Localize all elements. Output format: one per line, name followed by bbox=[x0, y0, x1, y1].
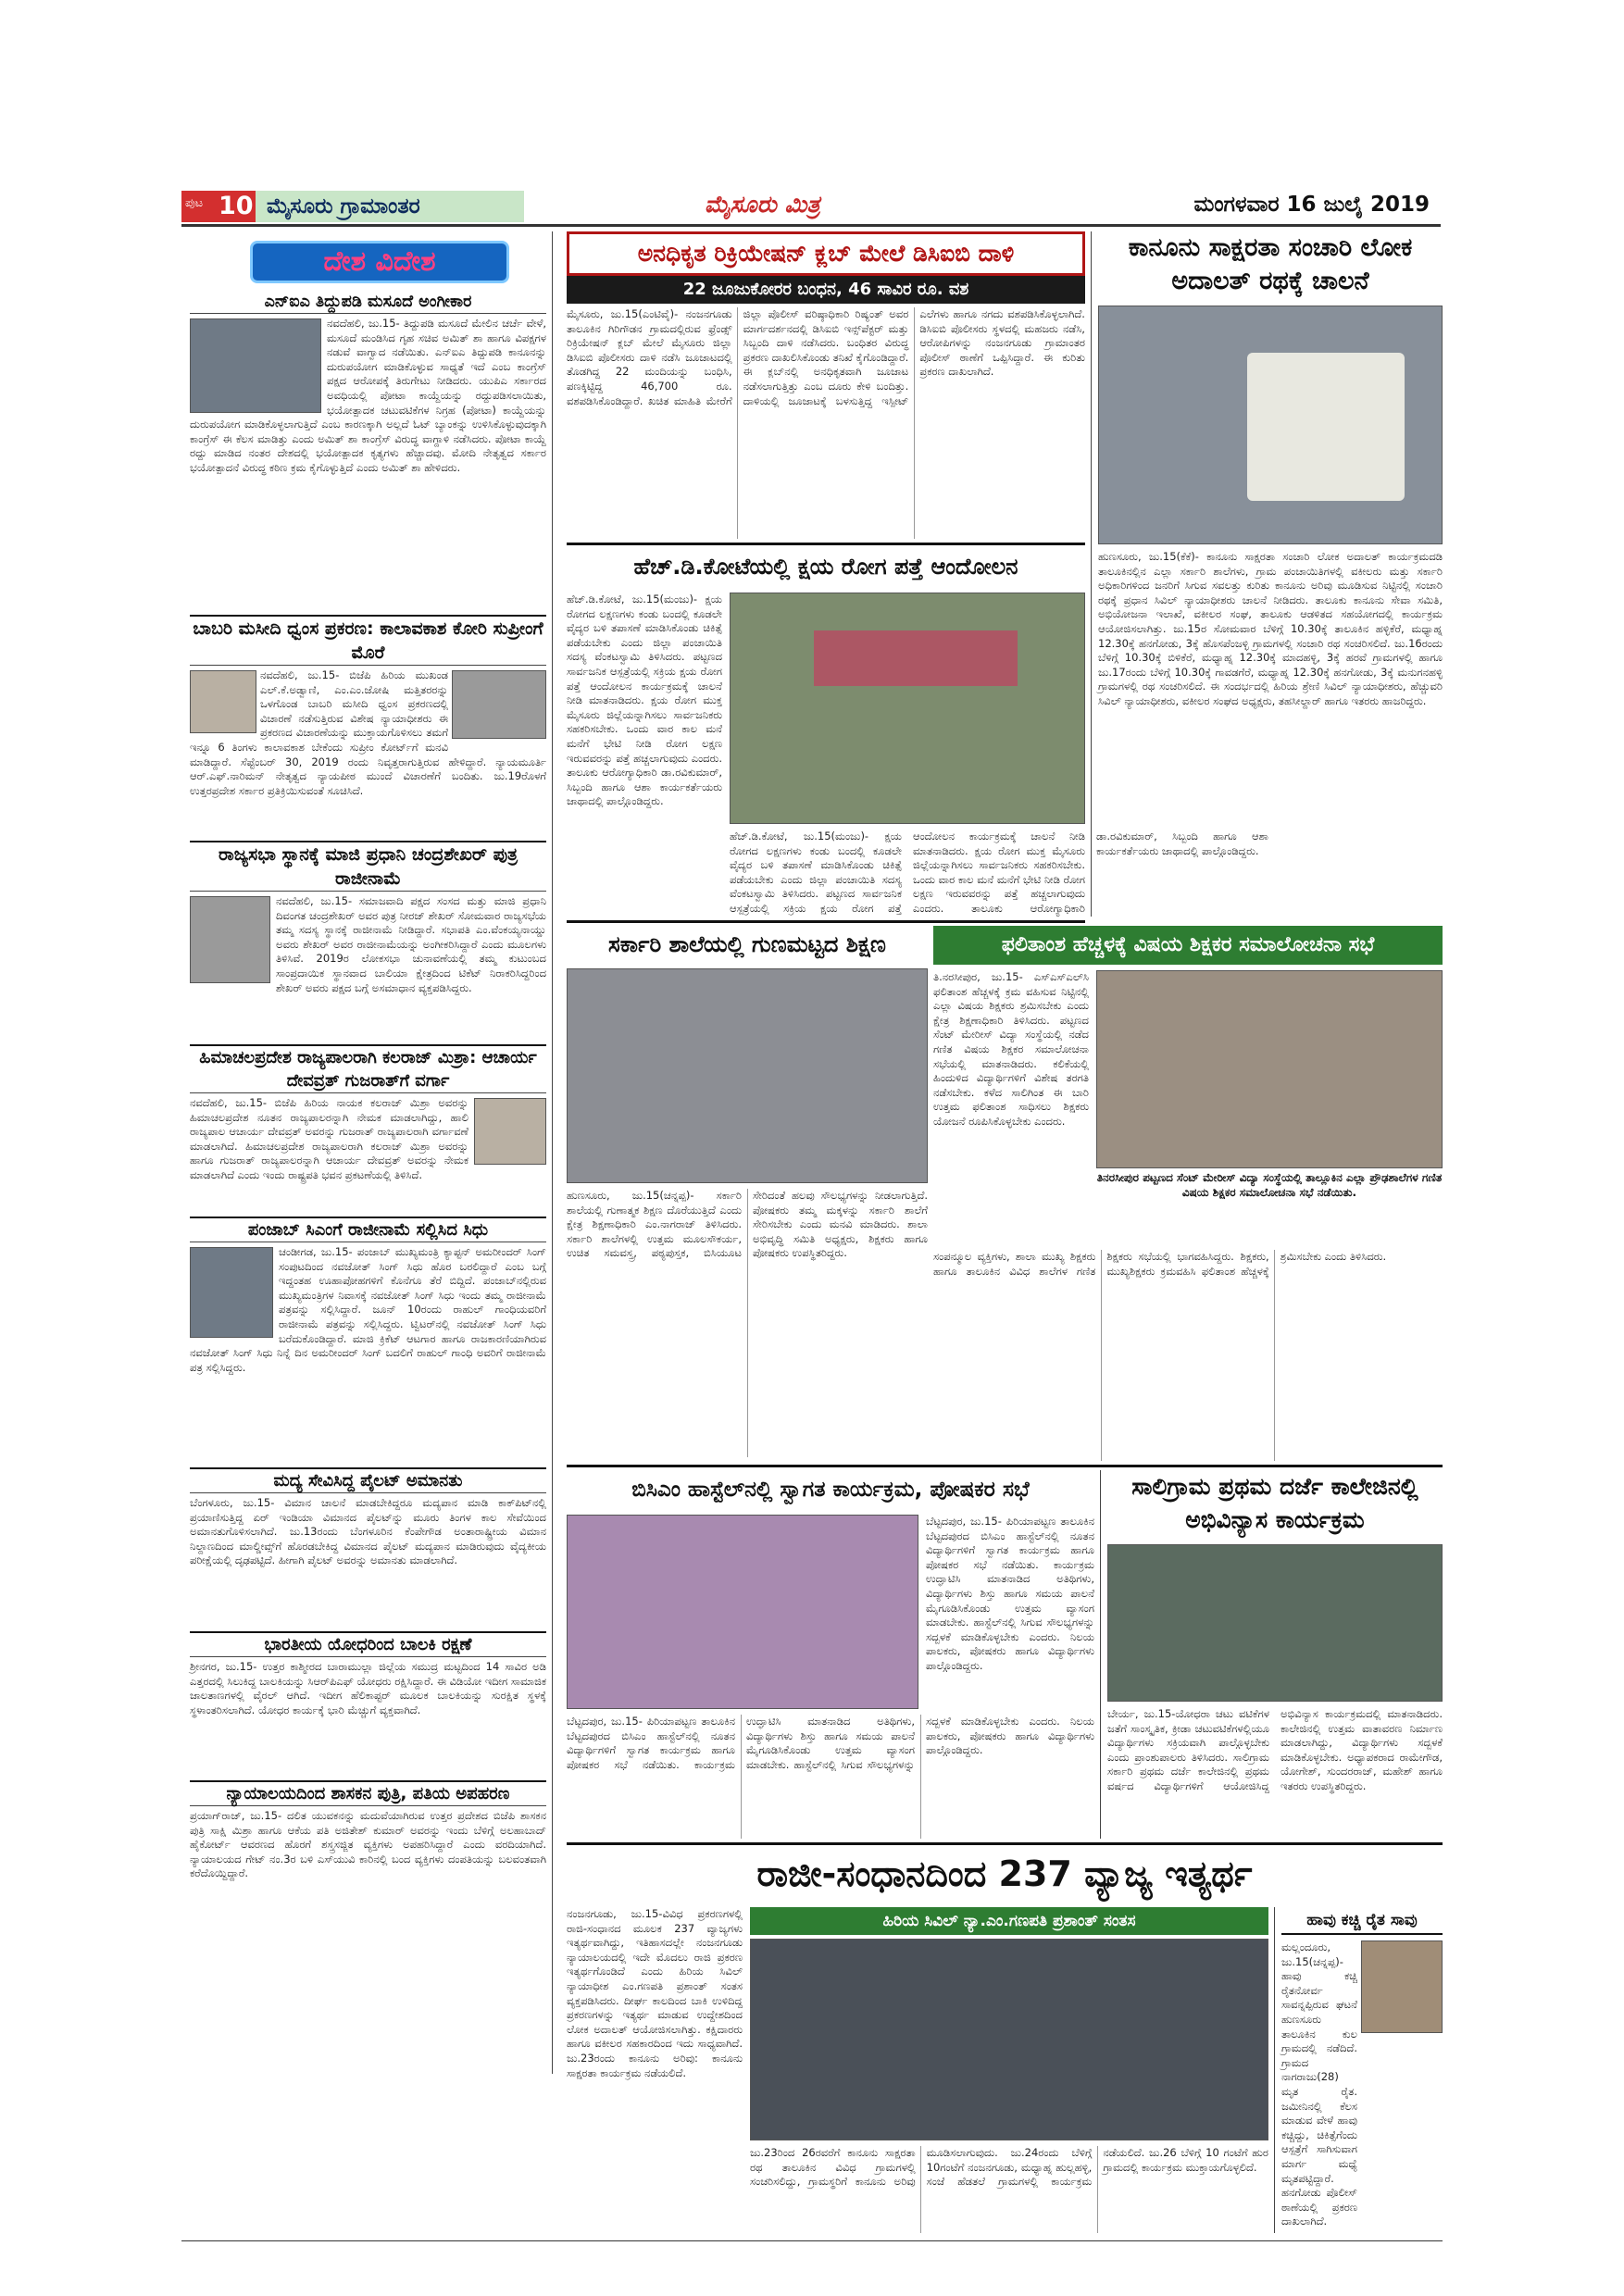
story-sidhu bbox=[190, 1217, 550, 1462]
desha-videsha-banner bbox=[250, 241, 509, 283]
headline: ಬಿಸಿಎಂ ಹಾಸ್ಟೆಲ್‌ನಲ್ಲಿ ಸ್ವಾಗತ ಕಾರ್ಯಕ್ರಮ, ಪೋಷಕರ ಸಭೆ bbox=[631, 1478, 1030, 1502]
page-number-box bbox=[181, 191, 256, 222]
result-photo bbox=[1096, 970, 1443, 1168]
headline: ಅನಧಿಕೃತ ರಿಕ್ರಿಯೇಷನ್ ಕ್ಲಬ್ ಮೇಲೆ ಡಿಸಿಐಬಿ ದಾಳಿ bbox=[637, 240, 1015, 267]
page-label: ಪುಟ bbox=[185, 196, 204, 210]
adalat-photo bbox=[750, 1939, 1268, 2140]
story-body: ನವದೆಹಲಿ, ಜು.15- ಬಿಜೆಪಿ ಹಿರಿಯ ನಾಯಕ ಕಲರಾಜ್ ಮಿಶ್ರಾ ಅವರನ್ನು ಹಿಮಾಚಲಪ್ರದೇಶ ನೂತನ ರಾಜ್ಯಪಾಲರನ್ನಾಗಿ ನೇಮಕ ಮಾಡಲಾಗಿದ್ದು, ಹಾಲಿ ರಾಜ್ಯಪಾಲ ಆಚಾರ್ಯ ದೇವವ್ರತ್ ಅವರನ್ನು ಗುಜರಾತ್ ರಾಜ್ಯಪಾಲರಾಗಿ ವರ್ಗಾವಣೆ ಮಾಡಲಾಗಿದೆ. ಹಿಮಾಚಲಪ್ರದೇಶ ರಾಜ್ಯಪಾಲರಾಗಿ ಕಲರಾಜ್ ಮಿಶ್ರಾ ಅವರನ್ನು ಹಾಗೂ ಗುಜರಾತ್ ರಾಜ್ಯಪಾಲರನ್ನಾಗಿ ಆಚಾರ್ಯ ದೇವವ್ರತ್ ಅವರನ್ನು ನೇಮಕ ಮಾಡಲಾಗಿದೆ ಎಂದು ಇಂದು ರಾಷ್ಟ್ರಪತಿ ಭವನ ಪ್ರಕಟಣೆಯಲ್ಲಿ ತಿಳಿಸಿದೆ. bbox=[190, 1096, 472, 1181]
adalat-body-left bbox=[567, 1907, 746, 2233]
story-kidnap bbox=[190, 1780, 550, 1953]
college-photo bbox=[1107, 1544, 1443, 1702]
result-caption: ತಿನರಸೀಪುರ ಪಟ್ಟಣದ ಸೆಂಟ್ ಮೇರೀಸ್ ವಿದ್ಯಾ ಸಂಸ್ಥೆಯಲ್ಲಿ ತಾಲ್ಲೂಕಿನ ಎಲ್ಲಾ ಪ್ರೌಢಶಾಲೆಗಳ ಗಣಿತ ವಿಷಯ ಶಿಕ್ಷಕರ ಸಮಾಲೋಚನಾ ಸಭೆ ನಡೆಯಿತು. bbox=[1096, 1171, 1443, 1199]
club-subhead-bar bbox=[567, 276, 1085, 304]
story-body: ನವದೆಹಲಿ, ಜು.15- ತಿದ್ದುಪಡಿ ಮಸೂದೆ ಮೇಲಿನ ಚರ್ಚೆ ವೇಳೆ, ಮಸೂದೆ ಮಂಡಿಸಿದ ಗೃಹ ಸಚಿವ ಅಮಿತ್ ಶಾ ಹಾಗೂ ವಿಪಕ್ಷಗಳ ನಡುವೆ ವಾಗ್ವಾದ ನಡೆಯಿತು. ಎನ್‌ಐಎ ತಿದ್ದುಪಡಿ ಕಾನೂನನ್ನು ದುರುಪಯೋಗ ಮಾಡಿಕೊಳ್ಳುವ ಸಾಧ್ಯತೆ ಇದೆ ಎಂಬ ಕಾಂಗ್ರೆಸ್ ಪಕ್ಷದ ಆರೋಪಕ್ಕೆ ತಿರುಗೇಟು ನೀಡಿದರು. ಯುಪಿಎ ಸರ್ಕಾರದ ಅವಧಿಯಲ್ಲಿ ಪೋಟಾ ಕಾಯ್ದೆಯನ್ನು ರದ್ದುಪಡಿಸಲಾಯಿತು, ಭಯೋತ್ಪಾದಕ ಚಟುವಟಿಕೆಗಳ ನಿಗ್ರಹ (ಪೋಟಾ) ಕಾಯ್ದೆಯನ್ನು ದುರುಪಯೋಗ ಮಾಡಿಕೊಳ್ಳಲಾಗುತ್ತಿದೆ ಎಂಬ ಕಾರಣಕ್ಕಾಗಿ ಅಲ್ಲದೆ ಓಟ್ ಬ್ಯಾಂಕನ್ನು ಉಳಿಸಿಕೊಳ್ಳುವುದಕ್ಕಾಗಿ ಕಾಂಗ್ರೆಸ್ ಈ ಕೆಲಸ ಮಾಡಿತ್ತು ಎಂದು ಅಮಿತ್ ಶಾ ಕಾಂಗ್ರೆಸ್ ವಿರುದ್ಧ ವಾಗ್ದಾಳಿ ನಡೆಸಿದರು. ಪೋಟಾ ಕಾಯ್ದೆ ರದ್ದು ಮಾಡಿದ ನಂತರ ದೇಶದಲ್ಲಿ ಭಯೋತ್ಪಾದಕ ಕೃತ್ಯಗಳು ಹೆಚ್ಚಾದವು. ಮೋದಿ ನೇತೃತ್ವದ ಸರ್ಕಾರ ಭಯೋತ್ಪಾದನೆ ವಿರುದ್ಧ ಕಠಿಣ ಕ್ರಮ ಕೈಗೊಳ್ಳುತ್ತಿದೆ ಎಂದು ಅಮಿತ್ ಶಾ ಹೇಳಿದರು. bbox=[190, 317, 550, 474]
tb-body-right bbox=[730, 830, 1272, 917]
college-body-text: ಬೇರ್ಯ, ಜು.15-ಯೋಧರಾ ಚಟು ವಟಿಕೆಗಳ ಜತೆಗೆ ಸಾಂಸ್ಕೃತಿಕ, ಕ್ರೀಡಾ ಚಟುವಟಿಕೆಗಳಲ್ಲಿಯೂ ವಿದ್ಯಾರ್ಥಿಗಳು ಸಕ್ರಿಯವಾಗಿ ಪಾಲ್ಗೊಳ್ಳಬೇಕು ಎಂದು ಪ್ರಾಂಶುಪಾಲರು ತಿಳಿಸಿದರು. ಸಾಲಿಗ್ರಾಮ ಸರ್ಕಾರಿ ಪ್ರಥಮ ದರ್ಜೆ ಕಾಲೇಜಿನಲ್ಲಿ ಪ್ರಥಮ ವರ್ಷದ ವಿದ್ಯಾರ್ಥಿಗಳಿಗೆ ಆಯೋಜಿಸಿದ್ದ ಅಭಿವಿನ್ಯಾಸ ಕಾರ್ಯಕ್ರಮದಲ್ಲಿ ಮಾತನಾಡಿದರು. ಕಾಲೇಜಿನಲ್ಲಿ ಉತ್ತಮ ವಾತಾವರಣ ನಿರ್ಮಾಣ ಮಾಡಲಾಗಿದ್ದು, ವಿದ್ಯಾರ್ಥಿಗಳು ಸದ್ಬಳಕೆ ಮಾಡಿಕೊಳ್ಳಬೇಕು. ಅಧ್ಯಾಪಕರಾದ ರಾಮೇಗೌಡ, ಯೋಗೇಶ್, ಸುಂದರರಾಜ್, ಮಹೇಶ್ ಹಾಗೂ ಇತರರು ಉಪಸ್ಥಿತರಿದ್ದರು. bbox=[1107, 1707, 1446, 1792]
college-headline-box bbox=[1107, 1470, 1443, 1541]
snake-body bbox=[1281, 1940, 1443, 2233]
adalat-headline-box bbox=[567, 1848, 1443, 1902]
vehicle-in-photo bbox=[1247, 353, 1405, 501]
adalat-body-mid bbox=[750, 2146, 1272, 2233]
snake-headline-box bbox=[1281, 1907, 1443, 1935]
school-photo bbox=[567, 968, 928, 1183]
photo-advani bbox=[452, 670, 546, 739]
hostel-body-right bbox=[926, 1515, 1098, 1709]
story-kalraj bbox=[190, 1044, 546, 1211]
story-body: ಶ್ರೀನಗರ, ಜು.15- ಉತ್ತರ ಕಾಶ್ಮೀರದ ಬಾರಾಮುಲ್ಲಾ ಜಿಲ್ಲೆಯ ಸಮುದ್ರ ಮಟ್ಟದಿಂದ 14 ಸಾವಿರ ಅಡಿ ಎತ್ತರದಲ್ಲಿ ಸಿಲುಕಿದ್ದ ಬಾಲಕಿಯನ್ನು ಸಿಆರ್‌ಪಿಎಫ್ ಯೋಧರು ರಕ್ಷಿಸಿದ್ದಾರೆ. ಈ ವಿಡಿಯೋ ಇದೀಗ ಸಾಮಾಜಿಕ ಜಾಲತಾಣಗಳಲ್ಲಿ ವೈರಲ್ ಆಗಿದೆ. ಇದೀಗ ಹೆಲಿಕಾಪ್ಟರ್ ಮೂಲಕ ಬಾಲಕಿಯನ್ನು ಸುರಕ್ಷಿತ ಸ್ಥಳಕ್ಕೆ ಸ್ಥಳಾಂತರಿಸಲಾಗಿದೆ. ಯೋಧರ ಕಾರ್ಯಕ್ಕೆ ಭಾರಿ ಮೆಚ್ಚುಗೆ ವ್ಯಕ್ತವಾಗಿದೆ. bbox=[190, 1660, 550, 1716]
story-title: ಹಿಮಾಚಲಪ್ರದೇಶ ರಾಜ್ಯಪಾಲರಾಗಿ ಕಲರಾಜ್ ಮಿಶ್ರಾ: ಆಚಾರ್ಯ ದೇವವ್ರತ್ ಗುಜರಾತ್‌ಗೆ ವರ್ಗಾ bbox=[190, 1044, 546, 1093]
hostel-body-bottom bbox=[567, 1715, 1098, 1839]
story-title: ಎನ್‌ಐಎ ತಿದ್ದುಪಡಿ ಮಸೂದೆ ಅಂಗೀಕಾರ bbox=[190, 291, 546, 314]
story-body: ನವದೆಹಲಿ, ಜು.15- ಸಮಾಜವಾದಿ ಪಕ್ಷದ ಸಂಸದ ಮತ್ತು ಮಾಜಿ ಪ್ರಧಾನಿ ದಿವಂಗತ ಚಂದ್ರಶೇಖರ್ ಅವರ ಪುತ್ರ ನೀರಜ್ ಶೇಖರ್ ಸೋಮವಾರ ರಾಜ್ಯಸಭೆಯ ತಮ್ಮ ಸದಸ್ಯ ಸ್ಥಾನಕ್ಕೆ ರಾಜೀನಾಮೆ ನೀಡಿದ್ದಾರೆ. ಸಭಾಪತಿ ಎಂ.ವೆಂಕಯ್ಯನಾಯ್ಡು ಅವರು ಶೇಖರ್ ಅವರ ರಾಜೀನಾಮೆಯನ್ನು ಅಂಗೀಕರಿಸಿದ್ದಾರೆ ಎಂದು ಮೂಲಗಳು ತಿಳಿಸಿವೆ. 2019ರ ಲೋಕಸಭಾ ಚುನಾವಣೆಯಲ್ಲಿ ತಮ್ಮ ಕುಟುಂಬದ ಸಾಂಪ್ರದಾಯಿಕ ಸ್ಥಾನವಾದ ಬಾಲಿಯಾ ಕ್ಷೇತ್ರದಿಂದ ಟಿಕೆಟ್ ನಿರಾಕರಿಸಿದ್ದರಿಂದ ಶೇಖರ್ ಅವರು ಪಕ್ಷದ ಬಗ್ಗೆ ಅಸಮಾಧಾನ ವ್ಯಕ್ತಪಡಿಸಿದ್ದರು. bbox=[276, 894, 550, 994]
masthead bbox=[181, 189, 1441, 224]
photo-babri bbox=[190, 670, 256, 733]
college-body bbox=[1107, 1707, 1446, 1839]
story-title: ಭಾರತೀಯ ಯೋಧರಿಂದ ಬಾಲಕಿ ರಕ್ಷಣೆ bbox=[190, 1631, 546, 1657]
desha-videsha-column bbox=[190, 291, 550, 2078]
legal-body bbox=[1098, 550, 1446, 920]
legal-body-text: ಹುಣಸೂರು, ಜು.15(ಕೆಕೆ)- ಕಾನೂನು ಸಾಕ್ಷರತಾ ಸಂಚಾರಿ ಲೋಕ ಅದಾಲತ್ ಕಾರ್ಯಕ್ರಮದಡಿ ತಾಲೂಕಿನಲ್ಲಿನ ಎಲ್ಲಾ ಸರ್ಕಾರಿ ಶಾಲೆಗಳು, ಗ್ರಾಮ ಪಂಚಾಯಿತಿಗಳಲ್ಲಿ ವಕೀಲರು ಮತ್ತು ಸರ್ಕಾರಿ ಅಧಿಕಾರಿಗಳಿಂದ ಜನರಿಗೆ ಸಿಗುವ ಸವಲತ್ತು ಕುರಿತು ಕಾನೂನು ಅರಿವು ಮೂಡಿಸುವ ನಿಟ್ಟಿನಲ್ಲಿ ಸಂಚಾರಿ ರಥಕ್ಕೆ ಪ್ರಧಾನ ಸಿವಿಲ್ ನ್ಯಾಯಾಧೀಶರು ಚಾಲನೆ ನೀಡಿದರು. ತಾಲೂಕು ಕಾನೂನು ಸೇವಾ ಸಮಿತಿ, ಅಭಿಯೋಜನಾ ಇಲಾಖೆ, ವಕೀಲರ ಸಂಘ, ತಾಲೂಕು ಆಡಳಿತದ ಸಹಯೋಗದಲ್ಲಿ ಕಾರ್ಯಕ್ರಮ ಆಯೋಜಿಸಲಾಗಿತ್ತು. ಜು.15ರ ಸೋಮವಾರ ಬೆಳಿಗ್ಗೆ 10.30ಕ್ಕೆ ತಾಲೂಕಿನ ಹಳ್ಳಿಕೆರೆ, ಮಧ್ಯಾಹ್ನ 12.30ಕ್ಕೆ ಹನಗೋಡು, 3ಕ್ಕೆ ಹೊಸಪೆಂಜಳ್ಳಿ ಗ್ರಾಮಗಳಲ್ಲಿ ಸಂಚಾರಿ ರಥ ಸಂಚರಿಸಲಿದೆ. ಜು.16ರಂದು ಬೆಳಿಗ್ಗೆ 10.30ಕ್ಕೆ ಬಿಳಿಕೆರೆ, ಮಧ್ಯಾಹ್ನ 12.30ಕ್ಕೆ ಮಾದಹಳ್ಳಿ, 3ಕ್ಕೆ ಹರವೆ ಗ್ರಾಮಗಳಲ್ಲಿ ಹಾಗೂ ಜು.17ರಂದು ಬೆಳಿಗ್ಗೆ 10.30ಕ್ಕೆ ಗಾವಡಗೆರೆ, ಮಧ್ಯಾಹ್ನ 12.30ಕ್ಕೆ ಹನಗೋಡು, 3ಕ್ಕೆ ಮನುಗನಹಳ್ಳಿ ಗ್ರಾಮಗಳಲ್ಲಿ ರಥ ಸಂಚರಿಸಲಿದೆ. ಈ ಸಂದರ್ಭದಲ್ಲಿ ಹಿರಿಯ ಶ್ರೇಣಿ ಸಿವಿಲ್ ನ್ಯಾಯಾಧೀಶರು, ಹೆಚ್ಚುವರಿ ಸಿವಿಲ್ ನ್ಯಾಯಾಧೀಶರು, ವಕೀಲರ ಸಂಘದ ಅಧ್ಯಕ್ಷರು, ತಹಸೀಲ್ದಾರ್ ಹಾಗೂ ಇತರರು ಹಾಜರಿದ್ದರು. bbox=[1098, 550, 1446, 707]
page-bottom-rule bbox=[181, 2240, 1443, 2241]
photo-kalraj bbox=[474, 1098, 546, 1165]
legal-photo bbox=[1098, 306, 1443, 544]
school-headline-box bbox=[567, 926, 928, 965]
hostel-photo bbox=[567, 1515, 918, 1709]
banner-title: ದೇಶ ವಿದೇಶ bbox=[323, 245, 436, 278]
club-headline-box bbox=[567, 231, 1085, 276]
subhead: ಹಿರಿಯ ಸಿವಿಲ್ ನ್ಯಾ.ಎಂ.ಗಣಪತಿ ಪ್ರಶಾಂತ್ ಸಂತಸ bbox=[882, 1912, 1136, 1930]
page-number: 10 bbox=[219, 192, 254, 220]
tb-photo bbox=[730, 593, 1085, 824]
story-girl-rescue bbox=[190, 1631, 550, 1775]
result-body-right bbox=[933, 1250, 1443, 1461]
story-babri bbox=[190, 615, 550, 835]
school-body-text: ಹುಣಸೂರು, ಜು.15(ಚನ್ನಪ್ಪ)- ಸರ್ಕಾರಿ ಶಾಲೆಯಲ್ಲಿ ಗುಣಾತ್ಮಕ ಶಿಕ್ಷಣ ದೊರೆಯುತ್ತಿದೆ ಎಂದು ಕ್ಷೇತ್ರ ಶಿಕ್ಷಣಾಧಿಕಾರಿ ಎಂ.ನಾಗರಾಜ್ ತಿಳಿಸಿದರು. ಸರ್ಕಾರಿ ಶಾಲೆಗಳಲ್ಲಿ ಉತ್ತಮ ಮೂಲಸೌಕರ್ಯ, ಉಚಿತ ಸಮವಸ್ತ್ರ, ಪಠ್ಯಪುಸ್ತಕ, ಬಿಸಿಯೂಟ ಸೇರಿದಂತೆ ಹಲವು ಸೌಲಭ್ಯಗಳನ್ನು ನೀಡಲಾಗುತ್ತಿದೆ. ಪೋಷಕರು ತಮ್ಮ ಮಕ್ಕಳನ್ನು ಸರ್ಕಾರಿ ಶಾಲೆಗೆ ಸೇರಿಸಬೇಕು ಎಂದು ಮನವಿ ಮಾಡಿದರು. ಶಾಲಾ ಅಭಿವೃದ್ಧಿ ಸಮಿತಿ ಅಧ್ಯಕ್ಷರು, ಶಿಕ್ಷಕರು ಹಾಗೂ ಪೋಷಕರು ಉಪಸ್ಥಿತರಿದ್ದರು. bbox=[567, 1189, 931, 1260]
photo-amit-shah bbox=[190, 318, 321, 413]
photo-neeraj bbox=[190, 896, 270, 983]
section-tab bbox=[256, 191, 524, 222]
story-neeraj bbox=[190, 841, 550, 1039]
story-title: ನ್ಯಾಯಾಲಯದಿಂದ ಶಾಸಕನ ಪುತ್ರಿ, ಪತಿಯ ಅಪಹರಣ bbox=[190, 1780, 546, 1806]
issue-date: ಮಂಗಳವಾರ 16 ಜುಲೈ 2019 bbox=[1193, 193, 1430, 217]
headline: ಸರ್ಕಾರಿ ಶಾಲೆಯಲ್ಲಿ ಗುಣಮಟ್ಟದ ಶಿಕ್ಷಣ bbox=[608, 931, 886, 957]
tb-headline-box bbox=[567, 548, 1085, 587]
result-body-text-2: ಸಂಪನ್ಮೂಲ ವ್ಯಕ್ತಿಗಳು, ಶಾಲಾ ಮುಖ್ಯ ಶಿಕ್ಷಕರು ಹಾಗೂ ತಾಲೂಕಿನ ವಿವಿಧ ಶಾಲೆಗಳ ಗಣಿತ ಶಿಕ್ಷಕರು ಸಭೆಯಲ್ಲಿ ಭಾಗವಹಿಸಿದ್ದರು. ಶಿಕ್ಷಕರು, ಮುಖ್ಯಶಿಕ್ಷಕರು ಕ್ರಮವಹಿಸಿ ಫಲಿತಾಂಶ ಹೆಚ್ಚಳಕ್ಕೆ ಶ್ರಮಿಸಬೇಕು ಎಂದು ತಿಳಿಸಿದರು. bbox=[933, 1250, 1387, 1278]
hostel-body-text: ಬೆಟ್ಟದಪುರ, ಜು.15- ಪಿರಿಯಾಪಟ್ಟಣ ತಾಲೂಕಿನ ಬೆಟ್ಟದಪುರದ ಬಿಸಿಎಂ ಹಾಸ್ಟೆಲ್‌ನಲ್ಲಿ ನೂತನ ವಿದ್ಯಾರ್ಥಿಗಳಿಗೆ ಸ್ವಾಗತ ಕಾರ್ಯಕ್ರಮ ಹಾಗೂ ಪೋಷಕರ ಸಭೆ ನಡೆಯಿತು. ಕಾರ್ಯಕ್ರಮ ಉದ್ಘಾಟಿಸಿ ಮಾತನಾಡಿದ ಅತಿಥಿಗಳು, ವಿದ್ಯಾರ್ಥಿಗಳು ಶಿಸ್ತು ಹಾಗೂ ಸಮಯ ಪಾಲನೆ ಮೈಗೂಡಿಸಿಕೊಂಡು ಉತ್ತಮ ವ್ಯಾಸಂಗ ಮಾಡಬೇಕು. ಹಾಸ್ಟೆಲ್‌ನಲ್ಲಿ ಸಿಗುವ ಸೌಲಭ್ಯಗಳನ್ನು ಸದ್ಬಳಕೆ ಮಾಡಿಕೊಳ್ಳಬೇಕು ಎಂದರು. ನಿಲಯ ಪಾಲಕರು, ಪೋಷಕರು ಹಾಗೂ ವಿದ್ಯಾರ್ಥಿಗಳು ಪಾಲ್ಗೊಂಡಿದ್ದರು. bbox=[926, 1515, 1098, 1672]
tb-body-text-2: ಹೆಚ್.ಡಿ.ಕೋಟೆ, ಜು.15(ಮಂಜು)- ಕ್ಷಯ ರೋಗದ ಲಕ್ಷಣಗಳು ಕಂಡು ಬಂದಲ್ಲಿ ಕೂಡಲೇ ವೈದ್ಯರ ಬಳಿ ತಪಾಸಣೆ ಮಾಡಿಸಿಕೊಂಡು ಚಿಕಿತ್ಸೆ ಪಡೆಯಬೇಕು ಎಂದು ಜಿಲ್ಲಾ ಪಂಚಾಯಿತಿ ಸದಸ್ಯ ವೆಂಕಟಸ್ವಾಮಿ ತಿಳಿಸಿದರು. ಪಟ್ಟಣದ ಸಾರ್ವಜನಿಕ ಆಸ್ಪತ್ರೆಯಲ್ಲಿ ಸಕ್ರಿಯ ಕ್ಷಯ ರೋಗ ಪತ್ತೆ ಆಂದೋಲನ ಕಾರ್ಯಕ್ರಮಕ್ಕೆ ಚಾಲನೆ ನೀಡಿ ಮಾತನಾಡಿದರು. ಕ್ಷಯ ರೋಗ ಮುಕ್ತ ಮೈಸೂರು ಜಿಲ್ಲೆಯನ್ನಾಗಿಸಲು ಸಾರ್ವಜನಿಕರು ಸಹಕರಿಸಬೇಕು. ಒಂದು ವಾರ ಕಾಲ ಮನೆ ಮನೆಗೆ ಭೇಟಿ ನೀಡಿ ರೋಗ ಲಕ್ಷಣ ಇರುವವರನ್ನು ಪತ್ತೆ ಹಚ್ಚಲಾಗುವುದು ಎಂದರು. ತಾಲೂಕು ಆರೋಗ್ಯಾಧಿಕಾರಿ ಡಾ.ರವಿಕುಮಾರ್, ಸಿಬ್ಬಂದಿ ಹಾಗೂ ಆಶಾ ಕಾರ್ಯಕರ್ತೆಯರು ಜಾಥಾದಲ್ಲಿ ಪಾಲ್ಗೊಂಡಿದ್ದರು. bbox=[730, 830, 1272, 915]
headline: ಕಾನೂನು ಸಾಕ್ಷರತಾ ಸಂಚಾರಿ ಲೋಕ ಅದಾಲತ್ ರಥಕ್ಕೆ ಚಾಲನೆ bbox=[1128, 233, 1413, 295]
result-body-text: ತಿ.ನರಸೀಪುರ, ಜು.15- ಎಸ್‌ಎಸ್‌ಎಲ್‌ಸಿ ಫಲಿತಾಂಶ ಹೆಚ್ಚಳಕ್ಕೆ ಕ್ರಮ ವಹಿಸುವ ನಿಟ್ಟಿನಲ್ಲಿ ಎಲ್ಲಾ ವಿಷಯ ಶಿಕ್ಷಕರು ಶ್ರಮಿಸಬೇಕು ಎಂದು ಕ್ಷೇತ್ರ ಶಿಕ್ಷಣಾಧಿಕಾರಿ ತಿಳಿಸಿದರು. ಪಟ್ಟಣದ ಸೆಂಟ್ ಮೇರೀಸ್ ವಿದ್ಯಾ ಸಂಸ್ಥೆಯಲ್ಲಿ ನಡೆದ ಗಣಿತ ವಿಷಯ ಶಿಕ್ಷಕರ ಸಮಾಲೋಚನಾ ಸಭೆಯಲ್ಲಿ ಮಾತನಾಡಿದರು. ಕಲಿಕೆಯಲ್ಲಿ ಹಿಂದುಳಿದ ವಿದ್ಯಾರ್ಥಿಗಳಿಗೆ ವಿಶೇಷ ತರಗತಿ ನಡೆಸಬೇಕು. ಕಳೆದ ಸಾಲಿಗಿಂತ ಈ ಬಾರಿ ಉತ್ತಮ ಫಲಿತಾಂಶ ಸಾಧಿಸಲು ಶಿಕ್ಷಕರು ಯೋಜನೆ ರೂಪಿಸಿಕೊಳ್ಳಬೇಕು ಎಂದರು. bbox=[933, 970, 1093, 1128]
adalat-body-text: ನಂಜನಗೂಡು, ಜು.15-ವಿವಿಧ ಪ್ರಕರಣಗಳಲ್ಲಿ ರಾಜಿ-ಸಂಧಾನದ ಮೂಲಕ 237 ವ್ಯಾಜ್ಯಗಳು ಇತ್ಯರ್ಥವಾಗಿದ್ದು, ಇತಿಹಾಸದಲ್ಲೇ ನಂಜನಗೂಡು ನ್ಯಾಯಾಲಯದಲ್ಲಿ ಇದೇ ಮೊದಲು ರಾಜಿ ಪ್ರಕರಣ ಇತ್ಯರ್ಥಗೊಂಡಿದೆ ಎಂದು ಹಿರಿಯ ಸಿವಿಲ್ ನ್ಯಾಯಾಧೀಶ ಎಂ.ಗಣಪತಿ ಪ್ರಶಾಂತ್ ಸಂತಸ ವ್ಯಕ್ತಪಡಿಸಿದರು. ದೀರ್ಘ ಕಾಲದಿಂದ ಬಾಕಿ ಉಳಿದಿದ್ದ ಪ್ರಕರಣಗಳನ್ನು ಇತ್ಯರ್ಥ ಮಾಡುವ ಉದ್ದೇಶದಿಂದ ಲೋಕ ಅದಾಲತ್ ಆಯೋಜಿಸಲಾಗಿತ್ತು. ಕಕ್ಷಿದಾರರು ಹಾಗೂ ವಕೀಲರ ಸಹಕಾರದಿಂದ ಇದು ಸಾಧ್ಯವಾಗಿದೆ. ಜು.23ರಂದು ಕಾನೂನು ಅರಿವು: ಕಾನೂನು ಸಾಕ್ಷರತಾ ಕಾರ್ಯಕ್ರಮ ನಡೆಯಲಿದೆ. bbox=[567, 1907, 746, 2079]
story-body: ಬೆಂಗಳೂರು, ಜು.15- ವಿಮಾನ ಚಾಲನೆ ಮಾಡಬೇಕಿದ್ದರೂ ಮದ್ಯಪಾನ ಮಾಡಿ ಕಾಕ್‌ಪಿಟ್‌ನಲ್ಲಿ ಪ್ರಯಾಣಿಸುತ್ತಿದ್ದ ಏರ್ ಇಂಡಿಯಾ ವಿಮಾನದ ಪೈಲಟ್‌ನ್ನು ಮೂರು ತಿಂಗಳ ಕಾಲ ಸೇವೆಯಿಂದ ಅಮಾನತುಗೊಳಿಸಲಾಗಿದೆ. ಜು.13ರಂದು ಬೆಂಗಳೂರಿನ ಕೆಂಪೇಗೌಡ ಅಂತಾರಾಷ್ಟ್ರೀಯ ವಿಮಾನ ನಿಲ್ದಾಣದಿಂದ ಮಾಲ್ಡೀವ್ಸ್‌ಗೆ ಹೊರಡಬೇಕಿದ್ದ ವಿಮಾನದ ಪೈಲಟ್ ಮದ್ಯಪಾನ ಮಾಡಿರುವುದು ವೈದ್ಯಕೀಯ ಪರೀಕ್ಷೆಯಲ್ಲಿ ದೃಢಪಟ್ಟಿದೆ. ಹೀಗಾಗಿ ಪೈಲಟ್ ಅವರನ್ನು ಅಮಾನತು ಮಾಡಲಾಗಿದೆ. bbox=[190, 1496, 550, 1567]
story-title: ಮದ್ಯ ಸೇವಿಸಿದ್ದ ಪೈಲಟ್ ಅಮಾನತು bbox=[190, 1467, 546, 1493]
headline: ಫಲಿತಾಂಶ ಹೆಚ್ಚಳಕ್ಕೆ ವಿಷಯ ಶಿಕ್ಷಕರ ಸಮಾಲೋಚನಾ ಸಭೆ bbox=[1001, 933, 1375, 956]
result-body-left bbox=[933, 970, 1093, 1248]
story-pilot bbox=[190, 1467, 550, 1626]
club-body bbox=[567, 307, 1089, 539]
snake-body-text: ಮಲ್ಲಂದೂರು, ಜು.15(ಚನ್ನಪ್ಪ)- ಹಾವು ಕಚ್ಚಿ ರೈತನೋರ್ವ ಸಾವನ್ನಪ್ಪಿರುವ ಘಟನೆ ಹುಣಸೂರು ತಾಲೂಕಿನ ಕುಲ ಗ್ರಾಮದಲ್ಲಿ ನಡೆದಿದೆ. ಗ್ರಾಮದ ನಾಗರಾಜು(28) ಮೃತ ರೈತ. ಜಮೀನಿನಲ್ಲಿ ಕೆಲಸ ಮಾಡುವ ವೇಳೆ ಹಾವು ಕಚ್ಚಿದ್ದು, ಚಿಕಿತ್ಸೆಗೆಂದು ಆಸ್ಪತ್ರೆಗೆ ಸಾಗಿಸುವಾಗ ಮಾರ್ಗ ಮಧ್ಯೆ ಮೃತಪಟ್ಟಿದ್ದಾರೆ. ಹನಗೋಡು ಪೊಲೀಸ್ ಠಾಣೆಯಲ್ಲಿ ಪ್ರಕರಣ ದಾಖಲಾಗಿದೆ. bbox=[1281, 1940, 1361, 2228]
photo-sidhu bbox=[190, 1247, 273, 1338]
story-nia bbox=[190, 291, 550, 609]
hostel-body-text-2: ಬೆಟ್ಟದಪುರ, ಜು.15- ಪಿರಿಯಾಪಟ್ಟಣ ತಾಲೂಕಿನ ಬೆಟ್ಟದಪುರದ ಬಿಸಿಎಂ ಹಾಸ್ಟೆಲ್‌ನಲ್ಲಿ ನೂತನ ವಿದ್ಯಾರ್ಥಿಗಳಿಗೆ ಸ್ವಾಗತ ಕಾರ್ಯಕ್ರಮ ಹಾಗೂ ಪೋಷಕರ ಸಭೆ ನಡೆಯಿತು. ಕಾರ್ಯಕ್ರಮ ಉದ್ಘಾಟಿಸಿ ಮಾತನಾಡಿದ ಅತಿಥಿಗಳು, ವಿದ್ಯಾರ್ಥಿಗಳು ಶಿಸ್ತು ಹಾಗೂ ಸಮಯ ಪಾಲನೆ ಮೈಗೂಡಿಸಿಕೊಂಡು ಉತ್ತಮ ವ್ಯಾಸಂಗ ಮಾಡಬೇಕು. ಹಾಸ್ಟೆಲ್‌ನಲ್ಲಿ ಸಿಗುವ ಸೌಲಭ್ಯಗಳನ್ನು ಸದ್ಬಳಕೆ ಮಾಡಿಕೊಳ್ಳಬೇಕು ಎಂದರು. ನಿಲಯ ಪಾಲಕರು, ಪೋಷಕರು ಹಾಗೂ ವಿದ್ಯಾರ್ಥಿಗಳು ಪಾಲ್ಗೊಂಡಿದ್ದರು. bbox=[567, 1715, 1098, 1771]
adalat-body-text-2: ಜು.23ರಿಂದ 26ರವರೆಗೆ ಕಾನೂನು ಸಾಕ್ಷರತಾ ರಥ ತಾಲೂಕಿನ ವಿವಿಧ ಗ್ರಾಮಗಳಲ್ಲಿ ಸಂಚರಿಸಲಿದ್ದು, ಗ್ರಾಮಸ್ಥರಿಗೆ ಕಾನೂನು ಅರಿವು ಮೂಡಿಸಲಾಗುವುದು. ಜು.24ರಂದು ಬೆಳಿಗ್ಗೆ 10ಗಂಟೆಗೆ ನಂಜನಗೂಡು, ಮಧ್ಯಾಹ್ನ ಹುಲ್ಲಹಳ್ಳಿ, ಸಂಜೆ ಹೆಡತಲೆ ಗ್ರಾಮಗಳಲ್ಲಿ ಕಾರ್ಯಕ್ರಮ ನಡೆಯಲಿದೆ. ಜು.26 ಬೆಳಿಗ್ಗೆ 10 ಗಂಟೆಗೆ ಹುರ ಗ್ರಾಮದಲ್ಲಿ ಕಾರ್ಯಕ್ರಮ ಮುಕ್ತಾಯಗೊಳ್ಳಲಿದೆ. bbox=[750, 2146, 1272, 2189]
story-body: ಪ್ರಯಾಗ್‌ರಾಜ್, ಜು.15- ದಲಿತ ಯುವಕನನ್ನು ಮದುವೆಯಾಗಿರುವ ಉತ್ತರ ಪ್ರದೇಶದ ಬಿಜೆಪಿ ಶಾಸಕನ ಪುತ್ರಿ ಸಾಕ್ಷಿ ಮಿಶ್ರಾ ಹಾಗೂ ಆಕೆಯ ಪತಿ ಅಜಿತೇಶ್ ಕುಮಾರ್ ಅವರನ್ನು ಇಂದು ಬೆಳಿಗ್ಗೆ ಅಲಹಾಬಾದ್ ಹೈಕೋರ್ಟ್ ಆವರಣದ ಹೊರಗೆ ಶಸ್ತ್ರಸಜ್ಜಿತ ವ್ಯಕ್ತಿಗಳು ಅಪಹರಿಸಿದ್ದಾರೆ ಎಂದು ವರದಿಯಾಗಿದೆ. ನ್ಯಾಯಾಲಯದ ಗೇಟ್ ನಂ.3ರ ಬಳಿ ಎಸ್‌ಯುವಿ ಕಾರಿನಲ್ಲಿ ಬಂದ ವ್ಯಕ್ತಿಗಳು ದಂಪತಿಯನ್ನು ಬಲವಂತವಾಗಿ ಕರೆದೊಯ್ದಿದ್ದಾರೆ. bbox=[190, 1809, 550, 1880]
story-title: ರಾಜ್ಯಸಭಾ ಸ್ಥಾನಕ್ಕೆ ಮಾಜಿ ಪ್ರಧಾನಿ ಚಂದ್ರಶೇಖರ್ ಪುತ್ರ ರಾಜೀನಾಮೆ bbox=[190, 841, 546, 892]
result-caption-box bbox=[1096, 1170, 1443, 1205]
school-body bbox=[567, 1189, 931, 1457]
story-body: ನವದೆಹಲಿ, ಜು.15- ಬಿಜೆಪಿ ಹಿರಿಯ ಮುಖಂಡ ಎಲ್.ಕೆ.ಅಡ್ವಾಣಿ, ಎಂ.ಎಂ.ಜೋಷಿ ಮತ್ತಿತರರನ್ನು ಒಳಗೊಂಡ ಬಾಬರಿ ಮಸೀದಿ ಧ್ವಂಸ ಪ್ರಕರಣದಲ್ಲಿ ವಿಚಾರಣೆ ನಡೆಸುತ್ತಿರುವ ವಿಶೇಷ ನ್ಯಾಯಾಧೀಶರು ಈ ಪ್ರಕರಣದ ವಿಚಾರಣೆಯನ್ನು ಮುಕ್ತಾಯಗೊಳಿಸಲು ತಮಗೆ ಇನ್ನೂ 6 ತಿಂಗಳು ಕಾಲಾವಕಾಶ ಬೇಕೆಂದು ಸುಪ್ರೀಂ ಕೋರ್ಟ್‌ಗೆ ಮನವಿ ಮಾಡಿದ್ದಾರೆ. ಸೆಪ್ಟೆಂಬರ್ 30, 2019 ರಂದು ನಿವೃತ್ತರಾಗುತ್ತಿರುವ ಹೇಳಿದ್ದಾರೆ. ನ್ಯಾಯಮೂರ್ತಿ ಆರ್.ಎಫ್.ನಾರಿಮನ್ ನೇತೃತ್ವದ ನ್ಯಾಯಪೀಠ ಮುಂದೆ ವಿಚಾರಣೆಗೆ ಬಂದಿತು. ಜು.19ರೊಳಗೆ ಉತ್ತರಪ್ರದೇಶ ಸರ್ಕಾರ ಪ್ರತಿಕ್ರಿಯಿಸುವಂತೆ ಸೂಚಿಸಿದೆ. bbox=[190, 668, 550, 797]
tb-body-text: ಹೆಚ್.ಡಿ.ಕೋಟೆ, ಜು.15(ಮಂಜು)- ಕ್ಷಯ ರೋಗದ ಲಕ್ಷಣಗಳು ಕಂಡು ಬಂದಲ್ಲಿ ಕೂಡಲೇ ವೈದ್ಯರ ಬಳಿ ತಪಾಸಣೆ ಮಾಡಿಸಿಕೊಂಡು ಚಿಕಿತ್ಸೆ ಪಡೆಯಬೇಕು ಎಂದು ಜಿಲ್ಲಾ ಪಂಚಾಯಿತಿ ಸದಸ್ಯ ವೆಂಕಟಸ್ವಾಮಿ ತಿಳಿಸಿದರು. ಪಟ್ಟಣದ ಸಾರ್ವಜನಿಕ ಆಸ್ಪತ್ರೆಯಲ್ಲಿ ಸಕ್ರಿಯ ಕ್ಷಯ ರೋಗ ಪತ್ತೆ ಆಂದೋಲನ ಕಾರ್ಯಕ್ರಮಕ್ಕೆ ಚಾಲನೆ ನೀಡಿ ಮಾತನಾಡಿದರು. ಕ್ಷಯ ರೋಗ ಮುಕ್ತ ಮೈಸೂರು ಜಿಲ್ಲೆಯನ್ನಾಗಿಸಲು ಸಾರ್ವಜನಿಕರು ಸಹಕರಿಸಬೇಕು. ಒಂದು ವಾರ ಕಾಲ ಮನೆ ಮನೆಗೆ ಭೇಟಿ ನೀಡಿ ರೋಗ ಲಕ್ಷಣ ಇರುವವರನ್ನು ಪತ್ತೆ ಹಚ್ಚಲಾಗುವುದು ಎಂದರು. ತಾಲೂಕು ಆರೋಗ್ಯಾಧಿಕಾರಿ ಡಾ.ರವಿಕುಮಾರ್, ಸಿಬ್ಬಂದಿ ಹಾಗೂ ಆಶಾ ಕಾರ್ಯಕರ್ತೆಯರು ಜಾಥಾದಲ್ಲಿ ಪಾಲ್ಗೊಂಡಿದ್ದರು. bbox=[567, 593, 726, 808]
tb-body-left bbox=[567, 593, 726, 917]
headline: ಹಾವು ಕಚ್ಚಿ ರೈತ ಸಾವು bbox=[1306, 1911, 1418, 1929]
adalat-subhead-bar bbox=[750, 1907, 1268, 1935]
masthead-rule bbox=[181, 224, 1441, 227]
paper-name: ಮೈಸೂರು ಮಿತ್ರ bbox=[705, 191, 820, 218]
banner-in-photo bbox=[814, 630, 1018, 686]
story-body: ಚಂಡೀಗಡ, ಜು.15- ಪಂಜಾಬ್ ಮುಖ್ಯಮಂತ್ರಿ ಕ್ಯಾಪ್ಟನ್ ಅಮರೀಂದರ್ ಸಿಂಗ್ ಸಂಪುಟದಿಂದ ನವಜೋತ್ ಸಿಂಗ್ ಸಿಧು ಹೊರ ಬರಲಿದ್ದಾರೆ ಎಂಬ ಬಗ್ಗೆ ಇದ್ದಂತಹ ಊಹಾಪೋಹಗಳಿಗೆ ಕೊನೆಗೂ ತೆರೆ ಬಿದ್ದಿದೆ. ಪಂಜಾಬ್‌ನಲ್ಲಿರುವ ಮುಖ್ಯಮಂತ್ರಿಗಳ ನಿವಾಸಕ್ಕೆ ನವಜೋತ್ ಸಿಂಗ್ ಸಿಧು ಇಂದು ತಮ್ಮ ರಾಜೀನಾಮೆ ಪತ್ರವನ್ನು ಸಲ್ಲಿಸಿದ್ದಾರೆ. ಜೂನ್ 10ರಂದು ರಾಹುಲ್ ಗಾಂಧಿಯವರಿಗೆ ರಾಜೀನಾಮೆ ಪತ್ರವನ್ನು ಸಲ್ಲಿಸಿದ್ದರು. ಟ್ವಿಟರ್‌ನಲ್ಲಿ ನವಜೋತ್ ಸಿಂಗ್ ಸಿಧು ಬರೆದುಕೊಂಡಿದ್ದಾರೆ. ಮಾಜಿ ಕ್ರಿಕೆಟ್ ಆಟಗಾರ ಹಾಗೂ ರಾಜಕಾರಣಿಯಾಗಿರುವ ನವಜೋತ್ ಸಿಂಗ್ ಸಿಧು ನಿನ್ನೆ ದಿನ ಅಮರೀಂದರ್ ಸಿಂಗ್ ಬದಲಿಗೆ ರಾಹುಲ್ ಗಾಂಧಿ ಅವರಿಗೆ ರಾಜೀನಾಮೆ ಪತ್ರ ಸಲ್ಲಿಸಿದ್ದರು. bbox=[190, 1245, 550, 1374]
hostel-headline-box bbox=[567, 1470, 1094, 1511]
result-headline-box bbox=[933, 926, 1443, 965]
headline: ಸಾಲಿಗ್ರಾಮ ಪ್ರಥಮ ದರ್ಜೆ ಕಾಲೇಜಿನಲ್ಲಿ ಅಭಿವಿನ್ಯಾಸ ಕಾರ್ಯಕ್ರಮ bbox=[1131, 1473, 1418, 1533]
subhead: 22 ಜೂಜುಕೋರರ ಬಂಧನ, 46 ಸಾವಿರ ರೂ. ವಶ bbox=[682, 280, 969, 299]
section-name: ಮೈಸೂರು ಗ್ರಾಮಾಂತರ bbox=[267, 194, 420, 218]
legal-headline-box bbox=[1098, 231, 1443, 302]
story-title: ಬಾಬರಿ ಮಸೀದಿ ಧ್ವಂಸ ಪ್ರಕರಣ: ಕಾಲಾವಕಾಶ ಕೋರಿ ಸುಪ್ರೀಂಗೆ ಮೊರೆ bbox=[190, 615, 546, 666]
club-body-text: ಮೈಸೂರು, ಜು.15(ಎಂಟಿವೈ)- ನಂಜನಗೂಡು ತಾಲೂಕಿನ ಗಿರಿಗೌಡನ ಗ್ರಾಮದಲ್ಲಿರುವ ಫ್ರೆಂಡ್ಸ್ ರಿಕ್ರಿಯೇಷನ್ ಕ್ಲಬ್ ಮೇಲೆ ಮೈಸೂರು ಜಿಲ್ಲಾ ಡಿಸಿಐಬಿ ಪೊಲೀಸರು ದಾಳಿ ನಡೆಸಿ ಜೂಜಾಟದಲ್ಲಿ ತೊಡಗಿದ್ದ 22 ಮಂದಿಯನ್ನು ಬಂಧಿಸಿ, ಪಣಕ್ಕಿಟ್ಟಿದ್ದ 46,700 ರೂ. ವಶಪಡಿಸಿಕೊಂಡಿದ್ದಾರೆ. ಖಚಿತ ಮಾಹಿತಿ ಮೇರೆಗೆ ಜಿಲ್ಲಾ ಪೊಲೀಸ್ ವರಿಷ್ಠಾಧಿಕಾರಿ ರಿಷ್ಯಂತ್ ಅವರ ಮಾರ್ಗದರ್ಶನದಲ್ಲಿ ಡಿಸಿಐಬಿ ಇನ್ಸ್‌ಪೆಕ್ಟರ್ ಮತ್ತು ಸಿಬ್ಬಂದಿ ದಾಳಿ ನಡೆಸಿದರು. ಬಂಧಿತರ ವಿರುದ್ಧ ಪ್ರಕರಣ ದಾಖಲಿಸಿಕೊಂಡು ತನಿಖೆ ಕೈಗೊಂಡಿದ್ದಾರೆ. ಈ ಕ್ಲಬ್‌ನಲ್ಲಿ ಅನಧಿಕೃತವಾಗಿ ಜೂಜಾಟ ನಡೆಸಲಾಗುತ್ತಿತ್ತು ಎಂಬ ದೂರು ಕೇಳಿ ಬಂದಿತ್ತು. ದಾಳಿಯಲ್ಲಿ ಜೂಜಾಟಕ್ಕೆ ಬಳಸುತ್ತಿದ್ದ ಇಸ್ಪೀಟ್ ಎಲೆಗಳು ಹಾಗೂ ನಗದು ವಶಪಡಿಸಿಕೊಳ್ಳಲಾಗಿದೆ. ಡಿಸಿಐಬಿ ಪೊಲೀಸರು ಸ್ಥಳದಲ್ಲಿ ಮಹಜರು ನಡೆಸಿ, ಆರೋಪಿಗಳನ್ನು ನಂಜನಗೂಡು ಗ್ರಾಮಾಂತರ ಪೊಲೀಸ್ ಠಾಣೆಗೆ ಒಪ್ಪಿಸಿದ್ದಾರೆ. ಈ ಕುರಿತು ಪ್ರಕರಣ ದಾಖಲಾಗಿದೆ. bbox=[567, 307, 1089, 407]
headline: ರಾಜೀ-ಸಂಧಾನದಿಂದ 237 ವ್ಯಾಜ್ಯ ಇತ್ಯರ್ಥ bbox=[756, 1853, 1253, 1894]
story-title: ಪಂಜಾಬ್ ಸಿಎಂಗೆ ರಾಜೀನಾಮೆ ಸಲ್ಲಿಸಿದ ಸಿಧು bbox=[190, 1217, 546, 1242]
headline: ಹೆಚ್.ಡಿ.ಕೋಟೆಯಲ್ಲಿ ಕ್ಷಯ ರೋಗ ಪತ್ತೆ ಆಂದೋಲನ bbox=[633, 554, 1018, 580]
